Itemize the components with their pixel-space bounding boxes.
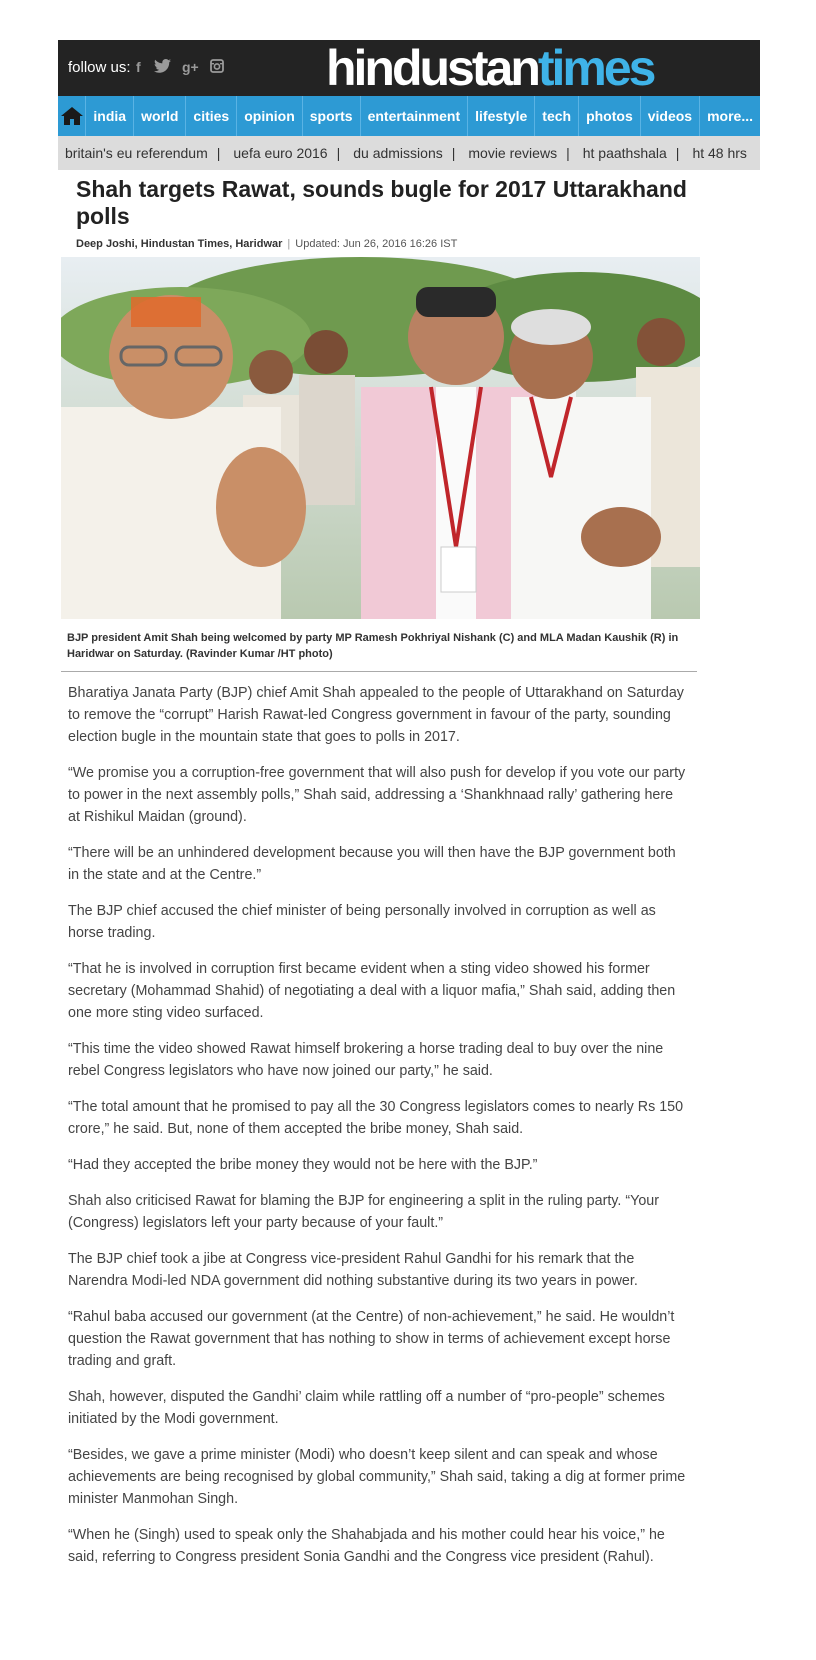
author-name[interactable]: Deep Joshi, Hindustan Times, Haridwar [76, 238, 283, 250]
article-paragraph: “There will be an unhindered development because you will then have the BJP government both in the state and at the Centre.” [68, 845, 676, 883]
article-paragraph: “Rahul baba accused our government (at the Centre) of non-achievement,” he said. He wouldn’t question the Rawat government that has nothing to show in terms of achievement except horse trading and graft. [68, 1309, 675, 1369]
article-paragraph: “We promise you a corruption-free government that will also push for develop if you vote our party to power in the next assembly polls,” Shah said, addressing a ‘Shankhnaad rally’ gathering here at Rishikul Maidan (ground). [68, 765, 686, 825]
separator: | [287, 238, 291, 250]
nav-item-photos[interactable]: photos [578, 96, 640, 136]
nav-item-videos[interactable]: videos [640, 96, 699, 136]
article-body [68, 682, 688, 1582]
instagram-icon[interactable] [210, 59, 224, 76]
article-paragraph: “The total amount that he promised to pay all the 30 Congress legislators comes to nearly Rs 150 crore,” he said. But, none of them accepted the bribe money, Shah said. [68, 1099, 684, 1137]
trending-item-euro-2016[interactable]: uefa euro 2016 [233, 145, 328, 161]
site-logo[interactable] [326, 40, 654, 96]
nav-item-lifestyle[interactable]: lifestyle [467, 96, 534, 136]
follow-us-label: follow us: [68, 59, 131, 76]
trending-item-ht-48-hrs[interactable]: ht 48 hrs [692, 145, 747, 161]
separator: | [566, 145, 570, 161]
trending-item-du-admissions[interactable]: du admissions [353, 145, 443, 161]
article-paragraph: The BJP chief accused the chief minister of being personally involved in corruption as well as horse trading. [68, 903, 656, 941]
article-paragraph: The BJP chief took a jibe at Congress vice-president Rahul Gandhi for his remark that the Narendra Modi-led NDA government did nothing substantive during its two years in power. [68, 1251, 638, 1289]
article-paragraph: “This time the video showed Rawat himself brokering a horse trading deal to buy over the nine rebel Congress legislators who have now joined our party,” he said. [68, 1041, 664, 1079]
nav-item-tech[interactable]: tech [534, 96, 578, 136]
nav-item-entertainment[interactable]: entertainment [360, 96, 468, 136]
byline [76, 238, 457, 250]
updated-timestamp: Updated: Jun 26, 2016 16:26 IST [295, 238, 458, 250]
trending-item-ht-paathshala[interactable]: ht paathshala [582, 145, 667, 161]
article-paragraph: “That he is involved in corruption first became evident when a sting video showed his former secretary (Mohammad Shahid) of negotiating a deal with a liquor mafia,” Shah said, adding then one more sting video surfaced. [68, 961, 676, 1021]
article-paragraph: Bharatiya Janata Party (BJP) chief Amit Shah appealed to the people of Uttarakhand on Saturday to remove the “corrupt” Harish Rawat-led Congress government in favour of the party, sounding election bugle in the mountain state that goes to polls in 2017. [68, 685, 684, 745]
nav-item-cities[interactable]: cities [185, 96, 236, 136]
divider [61, 671, 697, 672]
nav-item-world[interactable]: world [133, 96, 185, 136]
logo-part-times: times [537, 40, 654, 96]
separator: | [216, 145, 221, 161]
separator: | [675, 145, 680, 161]
home-icon[interactable] [58, 96, 85, 136]
trending-item-eu-referendum[interactable]: britain's eu referendum [65, 145, 208, 161]
article-paragraph: “Had they accepted the bribe money they would not be here with the BJP.” [68, 1157, 538, 1173]
photo-caption: BJP president Amit Shah being welcomed by party MP Ramesh Pokhriyal Nishank (C) and MLA Madan Kaushik (R) in Haridwar on Saturday. (Ravinder Kumar /HT photo) [67, 632, 679, 660]
main-nav [58, 96, 760, 136]
nav-item-sports[interactable]: sports [302, 96, 360, 136]
nav-item-india[interactable]: india [85, 96, 133, 136]
article-paragraph: Shah, however, disputed the Gandhi’ claim while rattling off a number of “pro-people” schemes initiated by the Modi government. [68, 1389, 665, 1427]
article-paragraph: Shah also criticised Rawat for blaming the BJP for engineering a split in the ruling party. “Your (Congress) legislators left your party because of your fault.” [68, 1193, 659, 1231]
trending-nav [58, 136, 760, 170]
facebook-icon[interactable]: f [136, 59, 141, 75]
google-plus-icon[interactable]: g+ [182, 59, 199, 75]
logo-part-hindustan: hindustan [326, 40, 538, 96]
masthead [58, 40, 760, 96]
separator: | [451, 145, 456, 161]
article-paragraph: “Besides, we gave a prime minister (Modi) who doesn’t keep silent and can speak and whose achievements are being recognised by global community,” Shah said, taking a dig at former prime minister Manmohan Singh. [68, 1447, 686, 1507]
twitter-icon[interactable] [154, 59, 171, 76]
article-paragraph: “When he (Singh) used to speak only the Shahabjada and his mother could hear his voice,” he said, referring to Congress president Sonia Gandhi and the Congress vice president (Rahul). [68, 1527, 665, 1565]
nav-item-more[interactable]: more... [699, 96, 760, 136]
trending-item-movie-reviews[interactable]: movie reviews [468, 145, 558, 161]
separator: | [336, 145, 341, 161]
article-headline: Shah targets Rawat, sounds bugle for 2017 Uttarakhand polls [76, 176, 687, 229]
article-photo [61, 257, 700, 619]
nav-item-opinion[interactable]: opinion [236, 96, 302, 136]
